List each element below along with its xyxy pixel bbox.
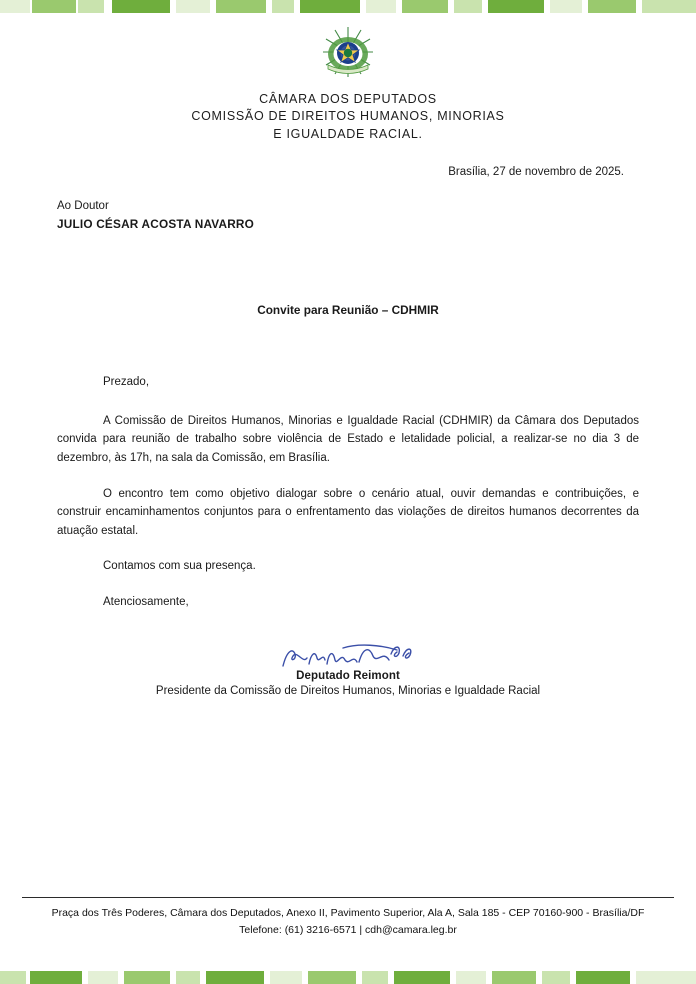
deco-segment <box>88 971 118 984</box>
deco-segment <box>300 0 360 13</box>
deco-segment <box>0 0 30 13</box>
deco-segment <box>30 971 82 984</box>
deco-segment <box>176 0 210 13</box>
footer-divider <box>22 897 674 898</box>
addressee-name: JULIO CÉSAR ACOSTA NAVARRO <box>57 217 255 232</box>
addressee-salutation: Ao Doutor <box>57 200 109 212</box>
deco-segment <box>272 0 294 13</box>
footer-block <box>0 905 696 939</box>
deco-segment <box>588 0 636 13</box>
deco-segment <box>366 0 396 13</box>
body-greeting: Prezado, <box>103 376 150 388</box>
deco-segment <box>636 971 696 984</box>
organization-header <box>0 91 696 143</box>
deco-segment <box>78 0 104 13</box>
deco-segment <box>362 971 388 984</box>
brazil-coat-of-arms-icon <box>320 24 376 80</box>
deco-segment <box>488 0 544 13</box>
letter-body <box>57 373 639 629</box>
deco-segment <box>32 0 76 13</box>
org-line-3: E IGUALDADE RACIAL. <box>273 126 423 141</box>
document-subject: Convite para Reunião – CDHMIR <box>257 303 439 317</box>
signature-role: Presidente da Comissão de Direitos Humanos, Minorias e Igualdade Racial <box>155 685 541 697</box>
deco-segment <box>642 0 696 13</box>
deco-segment <box>542 971 570 984</box>
deco-segment <box>308 971 356 984</box>
deco-segment <box>216 0 266 13</box>
addressee-block <box>57 197 617 234</box>
deco-segment <box>176 971 200 984</box>
handwritten-signature-icon <box>0 640 696 674</box>
crest-container <box>0 24 696 85</box>
body-paragraph-2: O encontro tem como objetivo dialogar sobre o cenário atual, ouvir demandas e contribuições, e construir encaminhamentos conjuntos para o enfrentamento das violações de direitos humanos decorrentes da atuação estatal. <box>57 487 639 537</box>
deco-segment <box>394 971 450 984</box>
deco-segment <box>492 971 536 984</box>
decorative-bottom-bar <box>0 971 696 984</box>
footer-address: Praça dos Três Poderes, Câmara dos Deputados, Anexo II, Pavimento Superior, Ala A, Sala 185 - CEP 70160-900 - Brasília/DF <box>51 907 645 919</box>
body-paragraph-3: Contamos com sua presença. <box>103 560 256 573</box>
signature-name: Deputado Reimont <box>296 670 400 682</box>
org-line-1: CÂMARA DOS DEPUTADOS <box>259 92 437 106</box>
signature-block <box>0 640 696 697</box>
body-paragraph-1: A Comissão de Direitos Humanos, Minorias e Igualdade Racial (CDHMIR) da Câmara dos Deputados convida para reunião de trabalho sobre violência de Estado e letalidade policial, a realizar-se no dia 3 de dezembro, às 17h, na sala da Comissão, em Brasília. <box>57 414 639 464</box>
place-and-date: Brasília, 27 de novembro de 2025. <box>448 166 624 178</box>
org-line-2: COMISSÃO DE DIREITOS HUMANOS, MINORIAS <box>191 109 505 124</box>
deco-segment <box>270 971 302 984</box>
deco-segment <box>402 0 448 13</box>
deco-segment <box>206 971 264 984</box>
body-closing: Atenciosamente, <box>103 596 189 608</box>
footer-contact: Telefone: (61) 3216-6571 | cdh@camara.leg.br <box>239 923 457 936</box>
deco-segment <box>550 0 582 13</box>
deco-segment <box>0 971 26 984</box>
deco-segment <box>124 971 170 984</box>
deco-segment <box>576 971 630 984</box>
deco-segment <box>454 0 482 13</box>
deco-segment <box>112 0 170 13</box>
decorative-top-bar <box>0 0 696 13</box>
deco-segment <box>456 971 486 984</box>
